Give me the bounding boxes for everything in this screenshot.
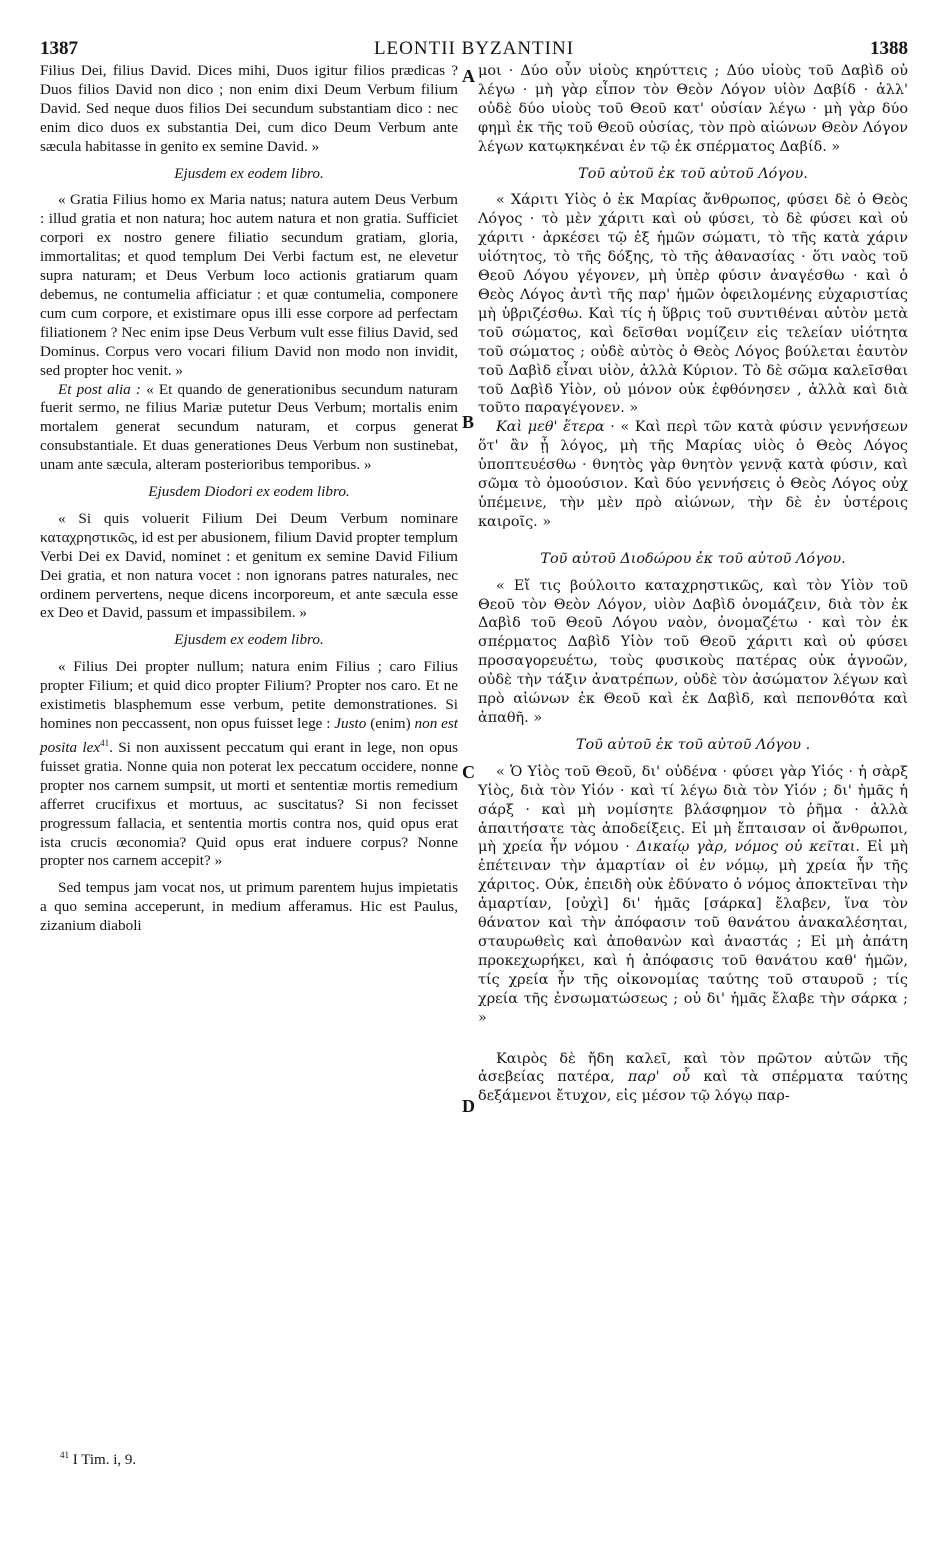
footnote — [60, 1450, 136, 1469]
margin-marker-d: D — [462, 1096, 475, 1116]
greek-paragraph: « Εἴ τις βούλοιτο καταχρηστικῶς, καὶ τὸν Υἱὸν τοῦ Θεοῦ τὸν Θεὸν Λόγον, υἱὸν Δαβὶδ ὀνομάζειν, διὰ τὸν ἐκ Δαβὶδ τοῦ Θεοῦ Λόγου ναὸν, ὀνομαζέτω · καὶ τὸν ἐκ σπέρματος Δαβὶδ Υἱὸν τοῦ Θεοῦ χάριτι καὶ οὐ φύσει προσαγορευέτω, τοὺς φυσικοὺς πατέρας οὐκ ἀγνοῶν, οὐδὲ τὴν τάξιν ἀνατρέπων, οὐδὲ τὸν ἀσώματον λέγων καὶ πρὸ αἰώνων ἐκ Θεοῦ καὶ ἐκ Δαβὶδ, καὶ πεπονθότα καὶ ἀπαθῆ. » — [478, 577, 908, 726]
greek-paragraph: Καιρὸς δὲ ἤδη καλεῖ, καὶ τὸν πρῶτον αὐτῶν τῆς ἀσεβείας πατέρα, παρ' οὗ καὶ τὰ σπέρματα ταύτης δεξάμενοι ἔτυχον, εἰς μέσον τῷ λόγῳ παρ- — [478, 1050, 908, 1105]
page-number-right: 1388 — [870, 38, 908, 59]
greek-paragraph: « Ὁ Υἱὸς τοῦ Θεοῦ, δι' οὐδένα · φύσει γὰρ Υἱός · ἡ σὰρξ Υἱὸς, διὰ τὸν Υἱόν · καὶ τί λέγω διὰ τὸν Υἱόν ; δι' ἡμᾶς ἡ σάρξ · καὶ μὴ νομίσητε βλάσφημον τὸ ῥῆμα · ἀλλὰ ἀπαιτήσατε τὰς ἀποδείξεις. Εἰ μὴ ἔπταισαν οἱ ἄνθρωποι, μὴ χρεία ἦν νόμου · Δικαίῳ γὰρ, νόμος οὐ κεῖται. Εἰ μὴ ἐπέτειναν τὴν ἁμαρτίαν οἱ ἐν νόμῳ, μὴ χρεία ἦν τῆς χάριτος. Οὐκ, ἐπειδὴ οὐκ ἐδύνατο ὁ νόμος ἀποκτεῖναι τὴν ἁμαρτίαν, [οὐχὶ] δι' ἡμᾶς [σάρκα] ἔλαβεν, ἵνα τὸν θάνατον καὶ τὴν ἀπόφασιν τοῦ θανάτου ἀνακαλέσηται, σταυρωθεὶς καὶ ἀποθανὼν καὶ ἀναστάς ; Εἰ μὴ ἀπάτη προκεχωρήκει, καὶ ἡ ἀπόφασις τοῦ θανάτου καθ' ἡμῶν, τίς χρεία ἦν τῆς οἰκονομίας ταύτης τοῦ σταυροῦ ; τίς χρεία τῆς ἐνσωματώσεως ; οὐ δι' ἡμᾶς ἔλαβε τὴν σάρκα ; » — [478, 763, 909, 1026]
latin-section-heading: Ejusdem ex eodem libro. — [174, 164, 324, 182]
latin-column — [40, 62, 458, 936]
latin-lead-in: Et post alia : — [58, 380, 141, 398]
margin-marker-b: B — [462, 412, 475, 432]
greek-section-heading: Τοῦ αὐτοῦ ἐκ τοῦ αὐτοῦ Λόγου . — [575, 736, 811, 753]
latin-paragraph: « Si quis voluerit Filium Dei Deum Verbum nominare καταχρηστικῶς, id est per abusionem, filium David propter templum Verbi Dei ex David, nominet : et genitum ex semine David Filium Dei gratia, et non natura vocet : non ignorans patres naturales, nec ordinem pervertens, neque dicens incorporeum, et ante sæcula esse ex Deo et David, passum et impassibilem. » — [40, 509, 458, 622]
running-title: LEONTII BYZANTINI — [373, 38, 575, 59]
latin-paragraph: « Gratia Filius homo ex Maria natus; natura autem Deus Verbum : illud gratia et non natura; hoc autem natura et non gratia. Sufficiet corpori ex nostro genere filiatio secundum gratiam, gloria, immortalitas; et quod templum Dei Verbi factum est, ne elevetur supra naturam; et Deus Verbum loco actionis gratiarum quam debemus, ne contumelia afficiatur : et quæ contumelia, componere cum cum corpore, et existimare opus illi esse corpore ad perfectam filiationem ? Nec enim ipse Deus Verbum vult esse filius David, sed Dominus. Corpus vero vocari filium David non modo non invidit, sed propter hoc venit. » — [40, 191, 458, 379]
latin-paragraph: Sed tempus jam vocat nos, ut primum parentem hujus impietatis a quo semina acceperunt, in medium afferamus. Hic est Paulus, zizanium diaboli — [40, 879, 458, 935]
page-number-left: 1387 — [40, 38, 78, 59]
footnote-ref: 41 — [100, 737, 110, 748]
footnote-number: 41 — [60, 1450, 69, 1460]
greek-paragraph: Καὶ μεθ' ἕτερα · « Καὶ περὶ τῶν κατὰ φύσιν γεννήσεων ὅτ' ἂν ᾖ λόγος, μὴ τῆς Μαρίας υἱὸς ὁ Θεὸς Λόγος ὑποπτευέσθω · θνητὸς γὰρ θνητὸν γεννᾷ κατὰ φύσιν, καὶ σῶμα τὸ ὁμοούσιον. Καὶ δύο γεννήσεις ὁ Θεὸς Λόγος οὐχ ὑπέμεινε, τὴν μὲν πρὸ αἰώνων, τὴν δὲ ἐν ὑστέροις καιροῖς. » — [478, 419, 909, 530]
greek-paragraph: « Χάριτι Υἱὸς ὁ ἐκ Μαρίας ἄνθρωπος, φύσει δὲ ὁ Θεὸς Λόγος · τὸ μὲν χάριτι καὶ οὐ φύσει, τὸ δὲ φύσει καὶ οὐ χάριτι · ἀρκέσει τῷ ἐξ ἡμῶν σώματι, τὸ τῆς κατὰ χάριν υἱότητος, τὸ τῆς δόξης, τὸ τῆς ἀθανασίας · ὅτι ναὸς τοῦ Θεοῦ Λόγου γέγονεν, μὴ ὑπὲρ φύσιν ἀναγέσθω · καὶ ὁ Θεὸς Λόγος ἀντὶ τῆς παρ' ἡμῶν ὀφειλομένης εὐχαριστίας μὴ ὑβριζέσθω. Καὶ τίς ἡ ὕβρις τοῦ συντιθέναι αὐτὸν μετὰ τοῦ σώματος, καὶ δεῖσθαι νομίζειν εἰς τελείαν υἱότητα τοῦ σώματος ; οὐδὲ αὐτὸς ὁ Θεὸς Λόγος βούλεται ἑαυτὸν τοῦ Δαβὶδ εἶναι υἱὸν, ἀλλὰ Κύριον. Τὸ δὲ σῶμα καλεῖσθαι τοῦ Δαβὶδ Υἱὸν, οὐ μόνον οὐκ ἐφθόνησεν , ἀλλὰ καὶ διὰ τοῦτο παραγέγονεν. » — [478, 192, 908, 417]
margin-marker-a: A — [462, 66, 475, 86]
latin-paragraph: « Filius Dei propter nullum; natura enim Filius ; caro Filius propter Filium; et quid dico propter Filium? Propter nos caro. Et ne existimetis blasphemum esse verbum, petite demonstrationes. Si homines non peccassent, non opus fuisset lege : Justo (enim) non est posita lex$^{41}$. Si non auxissent peccatum qui erant in lege, non opus fuisset gratia. Nonne quia non poterat lex peccatum occidere, nonne propter nos carnem sumpsit, ut morti et sententiæ mortis remedium afferret crucifixus et mortuus, ac suscitatus? Si non fecisset progressum fallacia, et sententia mortis contra nos, quid opus erat ista crucis œconomia? Quid opus erat induere corpus? Nonne propter nos carnem accepit? » — [40, 658, 458, 870]
greek-lead-in: Καὶ μεθ' ἕτερα · — [496, 419, 615, 436]
latin-section-heading: Ejusdem ex eodem libro. — [174, 631, 324, 649]
latin-paragraph: Filius Dei, filius David. Dices mihi, Duos igitur filios prædicas ? Duos filios David non dico ; non enim dixi Deum Verbum filium David. Sed neque duos filios Dei secundum substantiam dico : nec enim dico duos ex substantia Dei, cum dico Deum Verbum ante sæcula habitasse in genito ex semine David. » — [40, 62, 458, 155]
greek-section-heading: Τοῦ αὐτοῦ Διοδώρου ἐκ τοῦ αὐτοῦ Λόγου. — [540, 550, 846, 567]
latin-section-heading: Ejusdem Diodori ex eodem libro. — [148, 483, 350, 501]
footnote-text: I Tim. i, 9. — [72, 1452, 137, 1468]
margin-marker-c: C — [462, 762, 475, 782]
greek-section-heading: Τοῦ αὐτοῦ ἐκ τοῦ αὐτοῦ Λόγου. — [578, 165, 808, 182]
latin-paragraph: Et post alia : « Et quando de generationibus secundum naturam fuerit sermo, ne filius Mariæ putetur Deus Verbum; mortalis enim mortalem generat secundum naturam, et corpus generat consubstantiale. Et duas generationes Deus Verbum non sustinebat, unam ante sæcula, alteram posterioribus temporibus. » — [40, 380, 458, 474]
page-header — [40, 38, 908, 62]
greek-column — [478, 62, 908, 1106]
greek-paragraph: μοι · Δύο οὖν υἱοὺς κηρύττεις ; Δύο υἱοὺς τοῦ Δαβὶδ οὐ λέγω · μὴ γὰρ εἶπον τὸν Θεὸν Λόγον υἱὸν Δαβίδ · ἀλλ' οὐδὲ δύο υἱοὺς τοῦ Θεοῦ κατ' οὐσίαν λέγω · μὴ γὰρ δύο φημὶ ἐκ τῆς τοῦ Θεοῦ οὐσίας, τὸν πρὸ αἰώνων Θεὸν Λόγον λέγων κατῳκηκέναι ἐν τῷ ἐκ σπέρματος Δαβίδ. » — [478, 63, 908, 155]
